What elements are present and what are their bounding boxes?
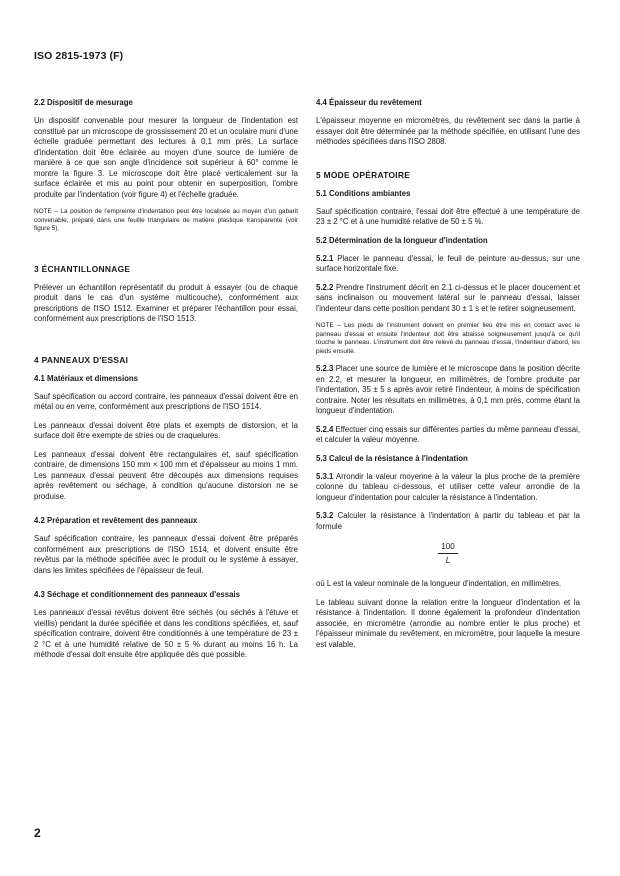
clause-text: Placer le panneau d'essai, le feuil de peinture au-dessus, sur une surface horizontale fixe. (316, 253, 580, 273)
note: NOTE – Les pieds de l'instrument doivent en premier lieu être mis en contact avec le panneau d'essai et ensuite l'indenteur doit être abaissé soigneusement jusqu'à ce qu'il touche le panneau. L'instrument doit être relevé du panneau d'essai, l'indenteur d'abord, les pieds ensuite. (316, 322, 580, 355)
clause-text: Effectuer cinq essais sur différentes parties du même panneau d'essai, et calculer la valeur moyenne. (316, 424, 580, 445)
left-column (34, 98, 298, 669)
subsection-heading: 4.4 Épaisseur du revêtement (316, 98, 422, 107)
clause-number: 5.2.2 (316, 282, 334, 292)
paragraph (316, 283, 580, 315)
paragraph (316, 472, 580, 504)
subsection-heading: 5.3 Calcul de la résistance à l'indentation (316, 453, 468, 463)
paragraph: Un dispositif convenable pour mesurer la longueur de l'indentation est constitué par un microscope de grossissement 20 et un oculaire muni d'une échelle graduée permettant des lectures à 0,1 mm près. La surface d'indentation doit être éclairée au moyen d'une source de lumière de manière à ce que son angle d'incidence soit supérieur à 60° comme le montre la figure 3. Le microscope doit être placé verticalement sur la surface éclairée et mis au point pour obtenir en superposition, l'ombre produite par l'indentation (voir figure 4) et l'échelle graduée. (34, 116, 298, 199)
right-column (316, 98, 580, 658)
clause-text: Arrondir la valeur moyenne à la valeur la plus proche de la première colonne du tableau ci-dessous, et utiliser cette valeur arrondie de la longueur d'indentation pour calculer la résistance à l'indentation. (316, 471, 580, 502)
clause-text: Prendre l'instrument décrit en 2.1 ci-dessus et le placer doucement et sans inclinaison ou mouvement latéral sur le panneau d'essai, laisser l'indenteur dans cette position pendant 30 ± 1 s et le retirer soigneusement. (316, 282, 581, 313)
paragraph: L'épaisseur moyenne en micromètres, du revêtement sec dans la partie à essayer doit être déterminée par la méthode spécifiée, en utilisant l'une des méthodes spécifiées dans l'ISO 2808. (316, 116, 580, 146)
subsection-heading: 5.1 Conditions ambiantes (316, 188, 411, 198)
clause-text: Placer une source de lumière et le microscope dans la position décrite en 2.2, et mesurer la longueur, en millimètres, de l'ombre produite par l'indentation, 35 ± 5 s après avoir retiré l'indenteur, à moins de spécification contraire. Noter les résultats en millimètres, à 0,1 mm près, comme étant la longueur d'indentation. (316, 364, 581, 416)
paragraph: Les panneaux d'essai doivent être rectangulaires et, sauf spécification contraire, de dimensions 150 mm × 100 mm et d'épaisseur au moins 1 mm. Les panneaux d'essai peuvent être découpés aux dimensions requises après revêtement ou séchage, à condition qu'aucune distorsion ne se produise. (34, 449, 298, 501)
clause-number: 5.2.3 (316, 364, 334, 374)
clause-number: 5.3.2 (316, 511, 334, 521)
section-heading: 2.2 Dispositif de mesurage (34, 98, 133, 107)
paragraph: Sauf spécification contraire, les panneaux d'essai doivent être préparés conformément aux prescriptions de l'ISO 1514, et doivent ensuite être revêtus par la méthode spécifiée avec le produit ou le système à essayer, dans les limites spécifiées de l'épaisseur de feuil. (34, 534, 298, 575)
paragraph (316, 254, 580, 275)
paragraph: Prélever un échantillon représentatif du produit à essayer (ou de chaque produit dans le cas d'un système multicouche), conformément aux prescriptions de l'ISO 1512. Examiner et préparer l'échantillon pour essai, conformément aux prescriptions de l'ISO 1513. (34, 282, 298, 324)
paragraph: Sauf spécification ou accord contraire, les panneaux d'essai doivent être en métal ou en verre, conformément aux prescriptions de l'ISO 1514. (34, 391, 298, 412)
note: NOTE – La position de l'empreinte d'indentation peut être localisée au moyen d'un gabarit convenable, préparé dans une feuille triangulaire de matière plastique transparente (voir figure 5). (34, 208, 298, 233)
page-number: 2 (34, 826, 41, 840)
paragraph: Les panneaux d'essai doivent être plats et exempts de distorsion, et la surface doit être exempte de stries ou de craquelures. (34, 420, 298, 441)
subsection-heading: 4.2 Préparation et revêtement des panneaux (34, 516, 198, 526)
subsection-heading: 5.2 Détermination de la longueur d'indentation (316, 235, 488, 245)
paragraph: où L est la valeur nominale de la longueur d'indentation, en millimètres. (316, 579, 562, 589)
paragraph: Les panneaux d'essai revêtus doivent être séchés (ou séchés à l'étuve et vieillis) pendant la durée spécifiée et dans les conditions spécifiées, et, sauf spécification contraire, doivent être conditionnés à une température de 23 ± 2 °C et à une humidité relative de 50 ± 5 % durant au moins 16 h. La méthode d'essai doit ensuite être appliquée dès que possible. (34, 608, 298, 660)
section-heading: 4 PANNEAUX D'ESSAI (34, 354, 129, 365)
paragraph (316, 425, 580, 446)
clause-number: 5.2.1 (316, 253, 334, 263)
section-heading: 5 MODE OPÉRATOIRE (316, 169, 411, 180)
section-heading: 3 ÉCHANTILLONNAGE (34, 263, 131, 274)
fraction-denominator: L (445, 556, 451, 566)
clause-text: Calculer la résistance à l'indentation à partir du tableau et par la formule (316, 511, 580, 531)
paragraph (316, 511, 580, 532)
document-header: ISO 2815-1973 (F) (34, 50, 124, 62)
clause-number: 5.3.1 (316, 471, 334, 481)
paragraph (316, 364, 580, 417)
subsection-heading: 4.3 Séchage et conditionnement des panneaux d'essais (34, 590, 240, 600)
paragraph: Sauf spécification contraire, l'essai doit être effectué à une température de 23 ± 2 °C et à une humidité relative de 50 ± 5 %. (316, 206, 580, 226)
fraction (438, 542, 457, 565)
subsection-heading: 4.1 Matériaux et dimensions (34, 373, 138, 383)
clause-number: 5.2.4 (316, 424, 334, 434)
fraction-numerator: 100 (438, 542, 457, 554)
paragraph: Le tableau suivant donne la relation entre la longueur d'indentation et la résistance à l'indentation. Il donne également la profondeur d'indentation associée, en micromètre (arrondie au nombre entier le plus proche) et l'épaisseur minimale du revêtement, en micromètre, pour laquelle la mesure est valable. (316, 597, 580, 649)
formula (316, 542, 580, 565)
